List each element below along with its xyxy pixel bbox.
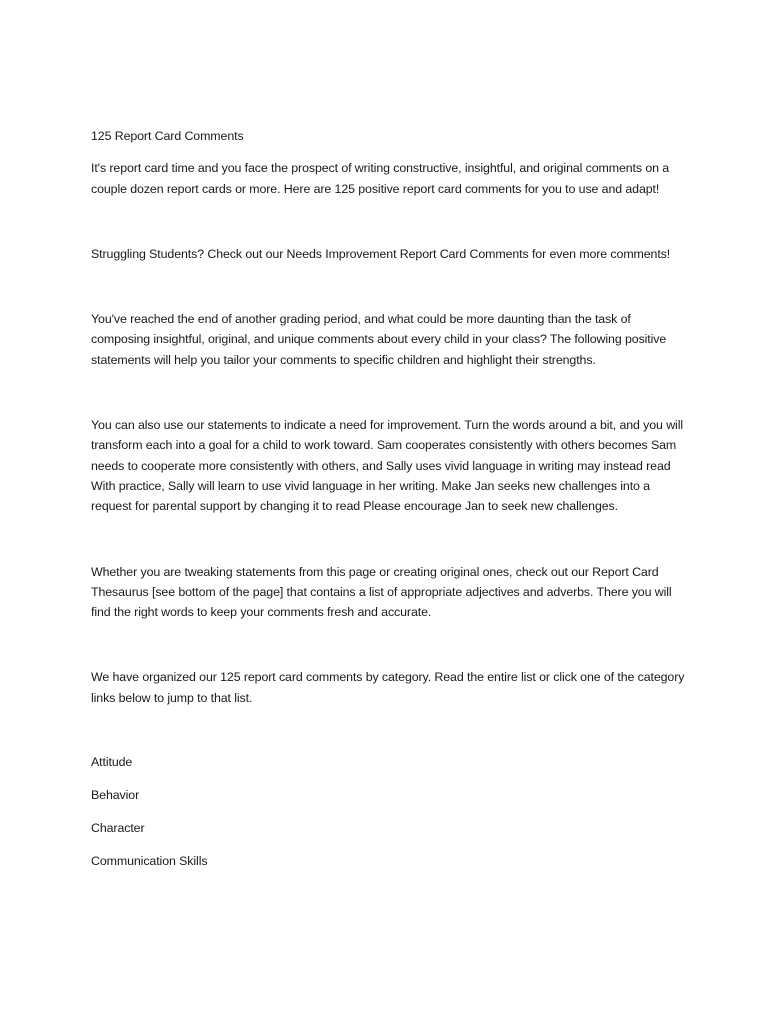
document-body: [91, 126, 691, 884]
category-list: [91, 752, 691, 872]
struggling-students-paragraph: Struggling Students? Check out our Needs Improvement Report Card Comments for even more comments!: [91, 246, 671, 261]
improvement-paragraph: You can also use our statements to indicate a need for improvement. Turn the words around a bit, and you will transform each into a goal for a child to work toward. Sam cooperates consistently with others becomes Sam needs to cooperate more consistently with others, and Sally uses vivid language in writing may instead read With practice, Sally will learn to use vivid language in her writing. Make Jan seeks new challenges into a request for parental support by changing it to read Please encourage Jan to seek new challenges.: [91, 418, 683, 514]
category-behavior: Behavior: [91, 788, 140, 803]
category-attitude: Attitude: [91, 755, 133, 770]
thesaurus-paragraph: Whether you are tweaking statements from this page or creating original ones, check out our Report Card Thesaurus [see bottom of the page] that contains a list of appropriate adjectives and adverbs. There you will find the right words to keep your comments fresh and accurate.: [91, 564, 672, 620]
organization-paragraph: We have organized our 125 report card comments by category. Read the entire list or click one of the category links below to jump to that list.: [91, 670, 685, 705]
intro-paragraph: It's report card time and you face the prospect of writing constructive, insightful, and original comments on a couple dozen report cards or more. Here are 125 positive report card comments for you to use and adapt!: [91, 161, 670, 196]
document-title: 125 Report Card Comments: [91, 129, 244, 143]
category-character: Character: [91, 821, 145, 836]
category-communication-skills: Communication Skills: [91, 854, 208, 869]
grading-period-paragraph: You've reached the end of another grading period, and what could be more daunting than the task of composing insightful, original, and unique comments about every child in your class? The following positive statements will help you tailor your comments to specific children and highlight their strengths.: [91, 312, 667, 367]
